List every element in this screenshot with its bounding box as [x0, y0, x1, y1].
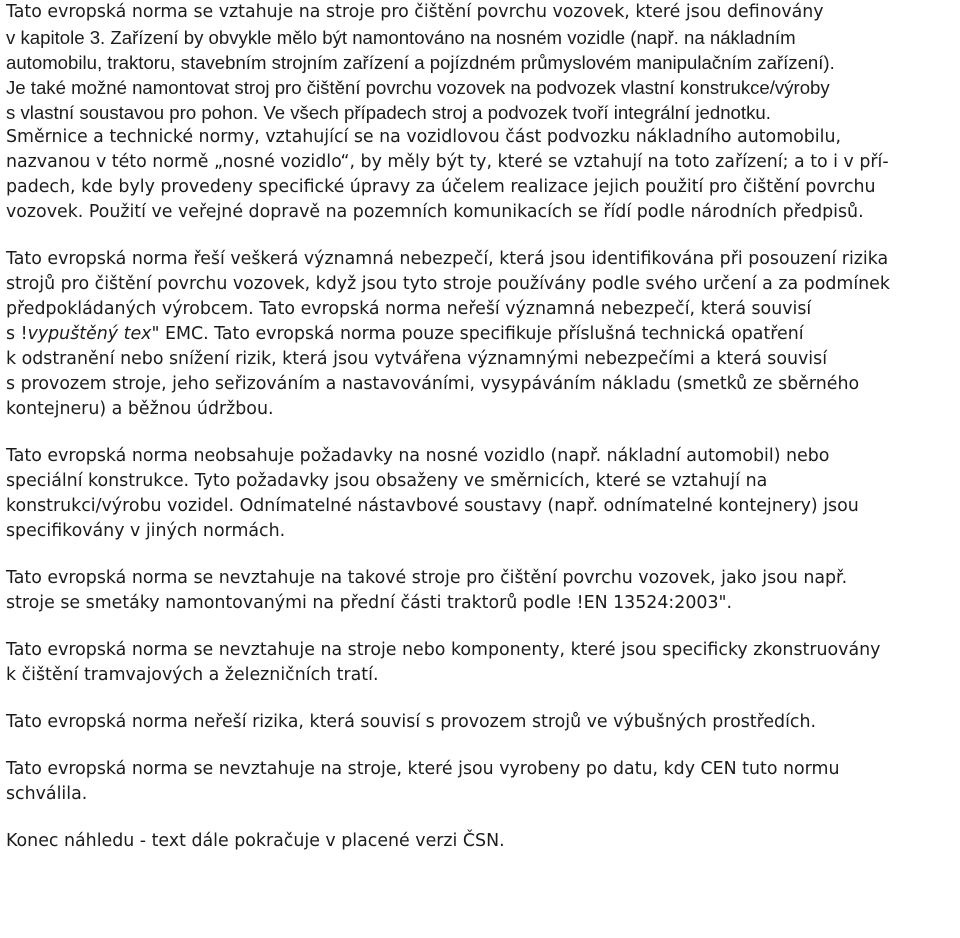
- text-line: Tato evropská norma řeší veškerá významná nebezpečí, která jsou identifikována při posouzení rizika: [6, 249, 889, 269]
- paragraph-7: [6, 757, 956, 807]
- text-line: padech, kde byly provedeny specifické úpravy za účelem realizace jejich použití pro čištění povrchu: [6, 177, 876, 197]
- paragraph-4: [6, 566, 956, 616]
- text-fragment: s !: [6, 324, 28, 344]
- text-line: schválila.: [6, 784, 88, 804]
- text-line: stroje se smetáky namontovanými na přední části traktorů podle !EN 13524:2003".: [6, 593, 733, 613]
- text-line: specifikovány v jiných normách.: [6, 521, 286, 541]
- text-line: k odstranění nebo snížení rizik, která jsou vytvářena významnými nebezpečími a která souvisí: [6, 349, 828, 369]
- paragraph-5: [6, 638, 956, 688]
- text-line: Tato evropská norma neřeší rizika, která souvisí s provozem strojů ve výbušných prostředích.: [6, 712, 817, 732]
- text-line: v kapitole 3. Zařízení by obvykle mělo být namontováno na nosném vozidle (např. na nákladním: [6, 27, 796, 48]
- paragraph-1: [6, 0, 956, 225]
- text-line: vozovek. Použití ve veřejné dopravě na pozemních komunikacích se řídí podle národních předpisů.: [6, 202, 864, 222]
- text-line: Tato evropská norma se nevztahuje na stroje, které jsou vyrobeny po datu, kdy CEN tuto normu: [6, 759, 840, 779]
- text-line: Směrnice a technické normy, vztahující se na vozidlovou část podvozku nákladního automobilu,: [6, 127, 842, 147]
- text-line: kontejneru) a běžnou údržbou.: [6, 399, 274, 419]
- text-line: Tato evropská norma se vztahuje na stroje pro čištění povrchu vozovek, které jsou definovány: [6, 2, 824, 22]
- text-line: k čištění tramvajových a železničních tratí.: [6, 665, 379, 685]
- paragraph-3: [6, 444, 956, 544]
- text-line: nazvanou v této normě „nosné vozidlo“, by měly být ty, které se vztahují na toto zařízení; a to i v pří-: [6, 152, 889, 172]
- text-line: strojů pro čištění povrchu vozovek, když jsou tyto stroje používány podle svého určení a za podmínek: [6, 274, 890, 294]
- paragraph-6: [6, 710, 956, 735]
- text-line: [6, 322, 956, 347]
- text-line: s vlastní soustavou pro pohon. Ve všech případech stroj a podvozek tvoří integrální jednotku.: [6, 102, 771, 123]
- text-line: Tato evropská norma se nevztahuje na takové stroje pro čištění povrchu vozovek, jako jsou např.: [6, 568, 848, 588]
- paragraph-2: [6, 247, 956, 422]
- text-line: konstrukci/výrobu vozidel. Odnímatelné nástavbové soustavy (např. odnímatelné kontejnery) jsou: [6, 496, 859, 516]
- text-line: speciální konstrukce. Tyto požadavky jsou obsaženy ve směrnicích, které se vztahují na: [6, 471, 768, 491]
- text-fragment: " EMC. Tato evropská norma pouze specifikuje příslušná technická opatření: [151, 324, 804, 344]
- text-line: Konec náhledu - text dále pokračuje v placené verzi ČSN.: [6, 831, 505, 851]
- text-line: předpokládaných výrobcem. Tato evropská norma neřeší významná nebezpečí, která souvisí: [6, 299, 812, 319]
- italic-text: vypuštěný tex: [27, 324, 152, 344]
- paragraph-8: [6, 829, 956, 854]
- text-line: Tato evropská norma se nevztahuje na stroje nebo komponenty, které jsou specificky zkonstruovány: [6, 640, 881, 660]
- text-line: s provozem stroje, jeho seřizováním a nastavováními, vysypáváním nákladu (smetků ze sběrného: [6, 374, 860, 394]
- text-line: automobilu, traktoru, stavebním strojním zařízení a pojízdném průmyslovém manipulačním zařízení).: [6, 52, 835, 73]
- text-line: Tato evropská norma neobsahuje požadavky na nosné vozidlo (např. nákladní automobil) nebo: [6, 446, 830, 466]
- text-line: Je také možné namontovat stroj pro čištění povrchu vozovek na podvozek vlastní konstrukce/výroby: [6, 77, 830, 98]
